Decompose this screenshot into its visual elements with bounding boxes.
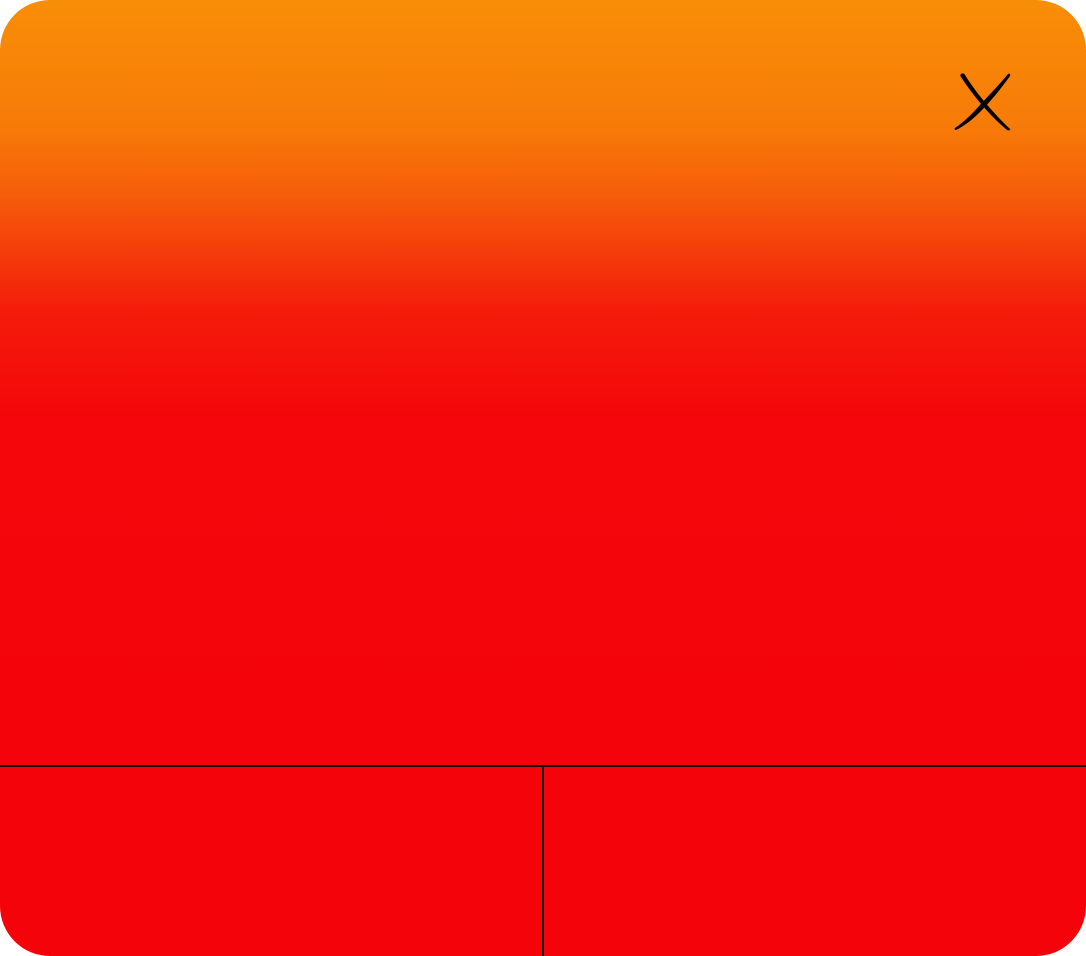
close-icon — [948, 68, 1018, 134]
touchpad-button-row — [0, 765, 1086, 956]
right-click-button[interactable] — [544, 767, 1086, 956]
left-click-button[interactable] — [0, 767, 544, 956]
close-button[interactable] — [948, 68, 1018, 134]
